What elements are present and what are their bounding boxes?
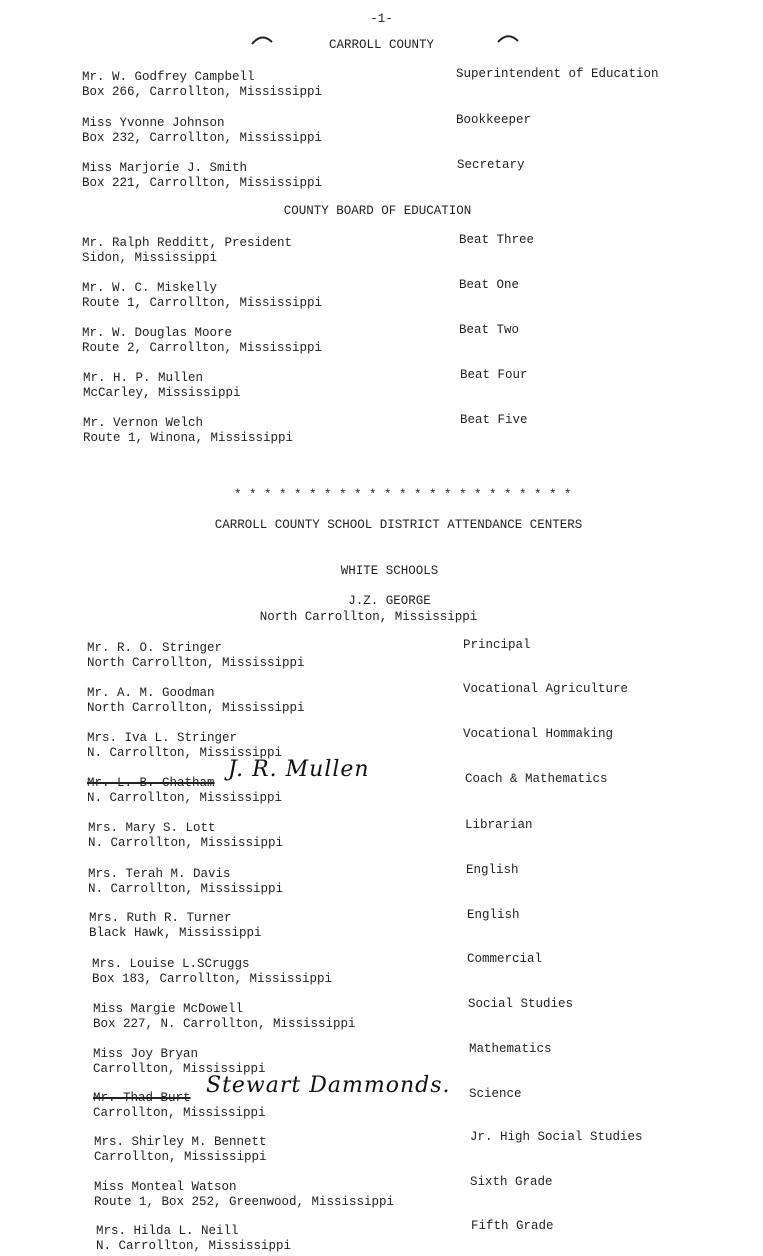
official-name: Mr. W. Godfrey Campbell [82,70,255,84]
staff-role: Fifth Grade [471,1219,554,1233]
staff-name: Mrs. Hilda L. Neill [96,1224,239,1238]
board-member-beat: Beat One [459,278,520,292]
staff-name: Miss Monteal Watson [94,1180,237,1194]
official-entry [82,116,322,146]
staff-role: Science [469,1087,522,1101]
staff-role: Social Studies [468,997,574,1011]
staff-role: Vocational Agriculture [463,682,629,696]
board-member-address: Route 2, Carrollton, Mississippi [82,341,323,355]
board-member-beat: Beat Three [459,233,535,247]
staff-role: Principal [463,638,531,652]
staff-entry [89,911,262,941]
board-member-entry [82,326,322,356]
board-member-name: Mr. H. P. Mullen [83,371,204,385]
handwritten-replacement-name: J. R. Mullen [228,757,370,782]
star-divider: * * * * * * * * * * * * * * * * * * * * * * * [234,488,572,502]
board-member-entry [82,281,322,311]
staff-address: Black Hawk, Mississippi [89,926,262,940]
board-member-name: Mr. Ralph Redditt, President [82,236,293,250]
staff-role: English [467,908,520,922]
staff-role: Vocational Hommaking [463,727,614,741]
official-address: Box 221, Carrollton, Mississippi [82,176,323,190]
staff-role: Mathematics [469,1042,552,1056]
staff-entry [94,1180,394,1210]
county-title: CARROLL COUNTY [328,38,435,52]
board-member-address: Route 1, Carrollton, Mississippi [82,296,323,310]
staff-address: Box 183, Carrollton, Mississippi [92,972,333,986]
staff-name: Mrs. Terah M. Davis [88,867,231,881]
staff-entry [88,821,283,851]
staff-name: Miss Joy Bryan [93,1047,199,1061]
staff-address: Carrollton, Mississippi [94,1150,267,1164]
staff-entry [96,1224,291,1254]
official-entry [82,70,322,100]
staff-entry [87,686,305,716]
board-member-entry [83,416,293,446]
staff-entry [88,867,283,897]
staff-role: Coach & Mathematics [465,772,608,786]
staff-role: Sixth Grade [470,1175,553,1189]
schools-heading: WHITE SCHOOLS [340,564,439,578]
official-role: Superintendent of Education [456,67,659,81]
official-role: Secretary [457,158,525,172]
school-location: North Carrollton, Mississippi [259,610,478,624]
official-address: Box 266, Carrollton, Mississippi [82,85,323,99]
board-member-name: Mr. Vernon Welch [83,416,204,430]
official-name: Miss Marjorie J. Smith [82,161,248,175]
staff-address: Box 227, N. Carrollton, Mississippi [93,1017,356,1031]
board-member-beat: Beat Two [459,323,520,337]
staff-role: Librarian [465,818,533,832]
staff-role: English [466,863,519,877]
board-title: COUNTY BOARD OF EDUCATION [283,204,472,218]
staff-role: Commercial [467,952,543,966]
board-member-entry [82,236,292,266]
board-member-entry [83,371,241,401]
staff-entry [93,1002,356,1032]
staff-entry [87,641,305,671]
staff-name: Mr. R. O. Stringer [87,641,223,655]
district-title: CARROLL COUNTY SCHOOL DISTRICT ATTENDANCE CENTERS [214,518,583,532]
staff-name-struck: Mr. Thad Burt [93,1091,191,1105]
staff-address: North Carrollton, Mississippi [87,701,305,715]
board-member-name: Mr. W. Douglas Moore [82,326,233,340]
official-name: Miss Yvonne Johnson [82,116,225,130]
staff-address: N. Carrollton, Mississippi [87,791,283,805]
staff-name: Miss Margie McDowell [93,1002,244,1016]
staff-address: Route 1, Box 252, Greenwood, Mississippi [94,1195,395,1209]
staff-address: Carrollton, Mississippi [93,1062,266,1076]
staff-name: Mrs. Louise L.SCruggs [92,957,250,971]
official-address: Box 232, Carrollton, Mississippi [82,131,323,145]
official-role: Bookkeeper [456,113,532,127]
staff-entry [94,1135,267,1165]
staff-address: North Carrollton, Mississippi [87,656,305,670]
official-entry [82,161,322,191]
staff-address: N. Carrollton, Mississippi [88,836,284,850]
board-member-address: Sidon, Mississippi [82,251,218,265]
board-member-beat: Beat Five [460,413,528,427]
staff-name-struck: Mr. L. B. Chatham [87,776,215,790]
handwritten-replacement-name: Stewart Dammonds. [206,1073,451,1098]
staff-address: N. Carrollton, Mississippi [96,1239,292,1253]
board-member-beat: Beat Four [460,368,528,382]
staff-role: Jr. High Social Studies [470,1130,643,1144]
staff-name: Mrs. Iva L. Stringer [87,731,238,745]
staff-name: Mrs. Ruth R. Turner [89,911,232,925]
board-member-address: McCarley, Mississippi [83,386,241,400]
staff-name: Mr. A. M. Goodman [87,686,215,700]
school-name: J.Z. GEORGE [348,594,431,608]
board-member-address: Route 1, Winona, Mississippi [83,431,294,445]
staff-address: N. Carrollton, Mississippi [87,746,283,760]
board-member-name: Mr. W. C. Miskelly [82,281,218,295]
staff-address: N. Carrollton, Mississippi [88,882,284,896]
page-number: -1- [370,12,393,26]
staff-entry [92,957,332,987]
staff-name: Mrs. Shirley M. Bennett [94,1135,267,1149]
staff-name: Mrs. Mary S. Lott [88,821,216,835]
staff-address: Carrollton, Mississippi [93,1106,266,1120]
